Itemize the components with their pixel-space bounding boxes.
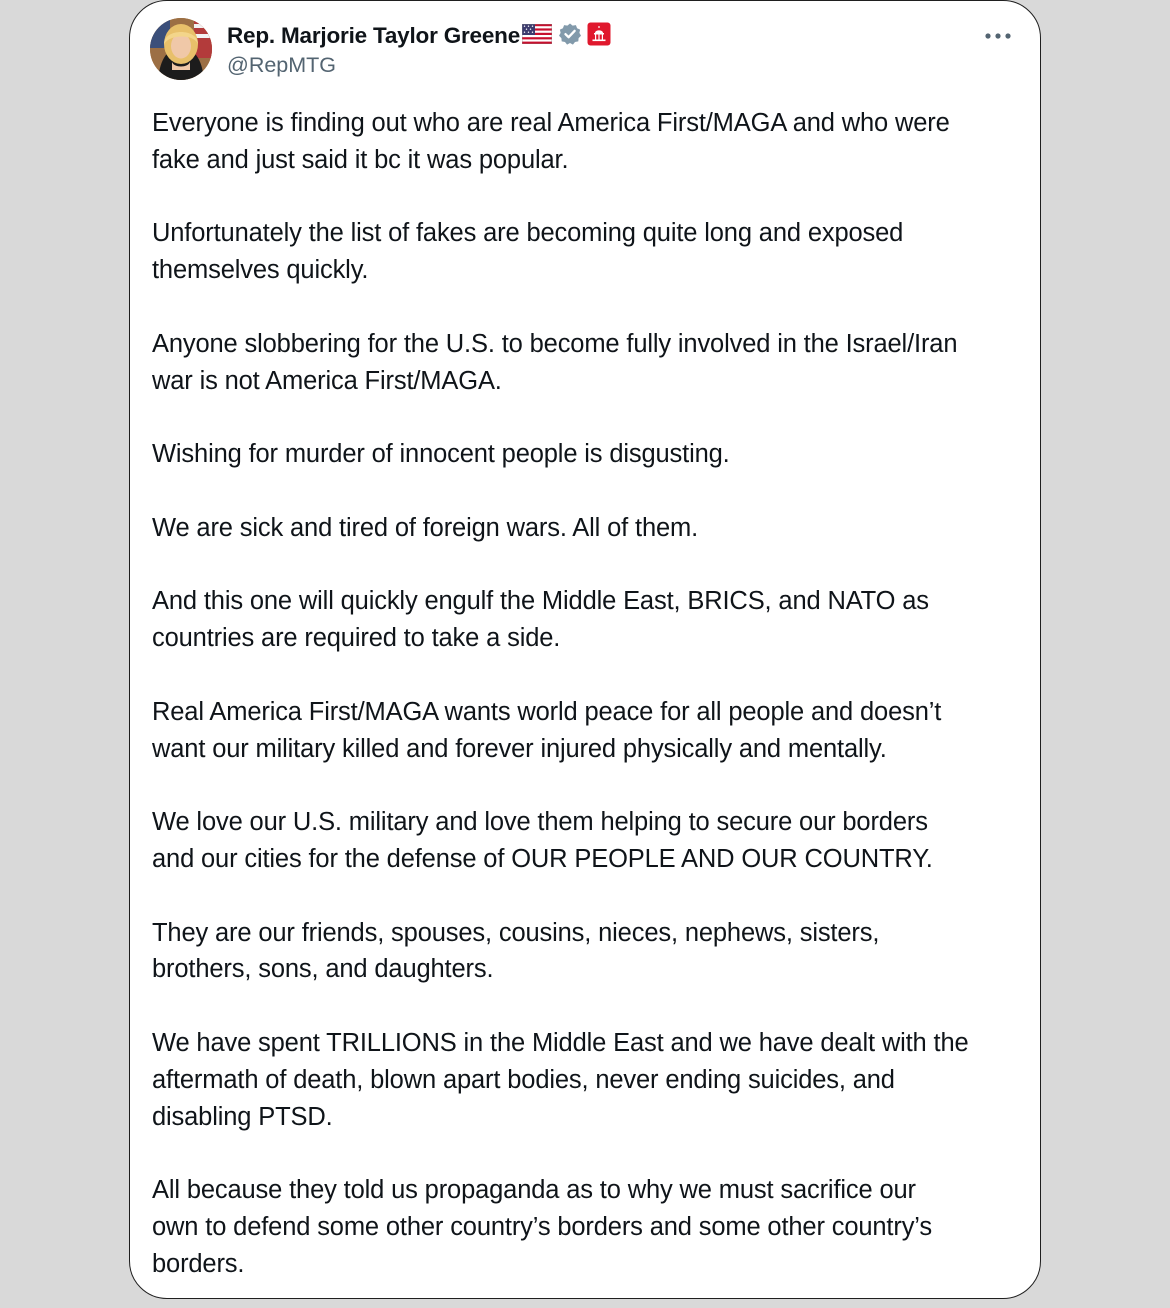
display-name[interactable]: Rep. Marjorie Taylor Greene — [227, 23, 521, 48]
tweet-paragraph: We love our U.S. military and love them helping to secure our borders and our cities for the defense of OUR PEOPLE AND OUR COUNTRY. — [152, 808, 933, 873]
tweet-paragraph: Real America First/MAGA wants world peace for all people and doesn’t want our military killed and forever injured physically and mentally. — [152, 697, 942, 763]
avatar[interactable] — [150, 18, 212, 80]
us-flag-icon — [522, 24, 552, 49]
more-options-icon[interactable] — [978, 23, 1018, 49]
us-capitol-badge-icon[interactable] — [587, 22, 611, 51]
tweet-paragraph: Everyone is finding out who are real America First/MAGA and who were fake and just said it bc it was popular. — [152, 109, 950, 174]
tweet-paragraph: And this one will quickly engulf the Middle East, BRICS, and NATO as countries are required to take a side. — [152, 587, 929, 653]
tweet-paragraph: Wishing for murder of innocent people is disgusting. — [152, 440, 730, 469]
tweet-paragraph: Anyone slobbering for the U.S. to become fully involved in the Israel/Iran war is not America First/MAGA. — [152, 329, 958, 395]
handle[interactable]: @RepMTG — [227, 53, 337, 77]
tweet-paragraph: All because they told us propaganda as to why we must sacrifice our own to defend some other country’s borders and some other country’s borders. — [152, 1176, 932, 1278]
name-row — [227, 20, 611, 52]
tweet-header — [150, 18, 1020, 84]
tweet-paragraph: We are sick and tired of foreign wars. All of them. — [152, 513, 699, 542]
tweet-paragraph: They are our friends, spouses, cousins, nieces, nephews, sisters, brothers, sons, and daughters. — [152, 918, 880, 984]
tweet-text — [152, 105, 1022, 1283]
tweet-paragraph: Unfortunately the list of fakes are becoming quite long and exposed themselves quickly. — [152, 219, 904, 285]
tweet-paragraph: We have spent TRILLIONS in the Middle East and we have dealt with the aftermath of death, blown apart bodies, never ending suicides, and disabling PTSD. — [152, 1028, 969, 1131]
verified-badge-icon[interactable] — [558, 22, 582, 51]
tweet-card — [129, 0, 1041, 1299]
avatar-image — [150, 18, 212, 80]
